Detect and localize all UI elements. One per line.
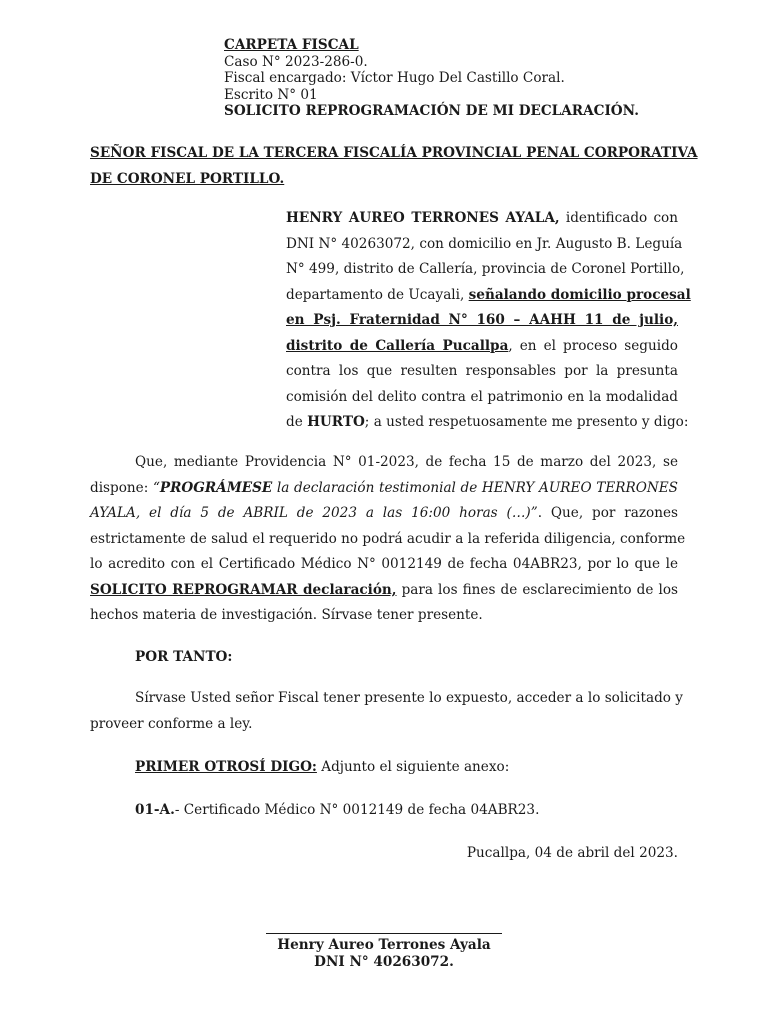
intro-line: departamento de Ucayali, señalando domicilio procesal [286, 286, 691, 303]
addressee-line-1: SEÑOR FISCAL DE LA TERCERA FISCALÍA PROVINCIAL PENAL CORPORATIVA [90, 145, 698, 161]
signature-line [266, 933, 502, 934]
annex-label: 01-A. [135, 802, 175, 818]
body-line: estrictamente de salud el requerido no podrá acudir a la referida diligencia, conforme [90, 530, 686, 547]
header-title: CARPETA FISCAL [224, 37, 359, 53]
body-line: hechos materia de investigación. Sírvase tener presente. [90, 607, 483, 623]
signatory-name: Henry Aureo Terrones Ayala [277, 937, 491, 953]
signatory-dni: DNI N° 40263072. [314, 954, 454, 970]
intro-line: contra los que resulten responsables por la presunta [286, 363, 678, 379]
body-line: dispone: “PROGRÁMESE la declaración testimonial de HENRY AUREO TERRONES [90, 479, 678, 496]
petitioner-name: HENRY AUREO TERRONES AYALA, [286, 210, 560, 226]
intro-line: DNI N° 40263072, con domicilio en Jr. Augusto B. Leguía [286, 235, 683, 252]
intro-line: N° 499, distrito de Callería, provincia de Coronel Portillo, [286, 261, 685, 277]
otrosi-line: PRIMER OTROSÍ DIGO: Adjunto el siguiente anexo: [135, 759, 510, 775]
main-paragraph [90, 450, 686, 629]
writ-number: Escrito N° 01 [224, 86, 318, 103]
intro-line: comisión del delito contra el patrimonio en la modalidad [286, 388, 678, 405]
request-paragraph [90, 686, 683, 737]
addressee [90, 141, 698, 192]
intro-line: HENRY AUREO TERRONES AYALA, identificado con [286, 210, 678, 226]
intro-line: distrito de Callería Pucallpa, en el proceso seguido [286, 337, 678, 354]
intro-paragraph [286, 206, 691, 436]
annex-item: 01-A.- Certificado Médico N° 0012149 de fecha 04ABR23. [135, 802, 540, 818]
body-line: lo acredito con el Certificado Médico N° 0012149 de fecha 04ABR23, por lo que le [90, 556, 678, 572]
body-line: Que, mediante Providencia N° 01-2023, de fecha 15 de marzo del 2023, se [135, 454, 678, 470]
prosecutor-in-charge: Fiscal encargado: Víctor Hugo Del Castillo Coral. [224, 70, 565, 86]
request-statement: SOLICITO REPROGRAMAR declaración, [90, 581, 397, 598]
body-line: AYALA, el día 5 de ABRIL de 2023 a las 16:00 horas (…)”. Que, por razones [90, 505, 678, 521]
otrosi-label: PRIMER OTROSÍ DIGO: [135, 759, 317, 775]
request-line: Sírvase Usted señor Fiscal tener presente lo expuesto, acceder a lo solicitado y [135, 690, 683, 706]
addressee-line-2: DE CORONEL PORTILLO. [90, 170, 285, 187]
request-subject: SOLICITO REPROGRAMACIÓN DE MI DECLARACIÓN. [224, 103, 639, 119]
case-header [224, 37, 639, 120]
place-date: Pucallpa, 04 de abril del 2023. [466, 845, 678, 861]
case-number: Caso N° 2023-286-0. [224, 53, 368, 70]
por-tanto-heading: POR TANTO: [135, 649, 233, 665]
intro-line: de HURTO; a usted respetuosamente me presento y digo: [286, 414, 689, 430]
request-line: proveer conforme a ley. [90, 715, 253, 732]
intro-line [286, 308, 678, 334]
procedural-address: en Psj. Fraternidad N° 160 – AAHH 11 de julio, [286, 312, 678, 328]
body-line: SOLICITO REPROGRAMAR declaración, para los fines de esclarecimiento de los [90, 581, 678, 598]
